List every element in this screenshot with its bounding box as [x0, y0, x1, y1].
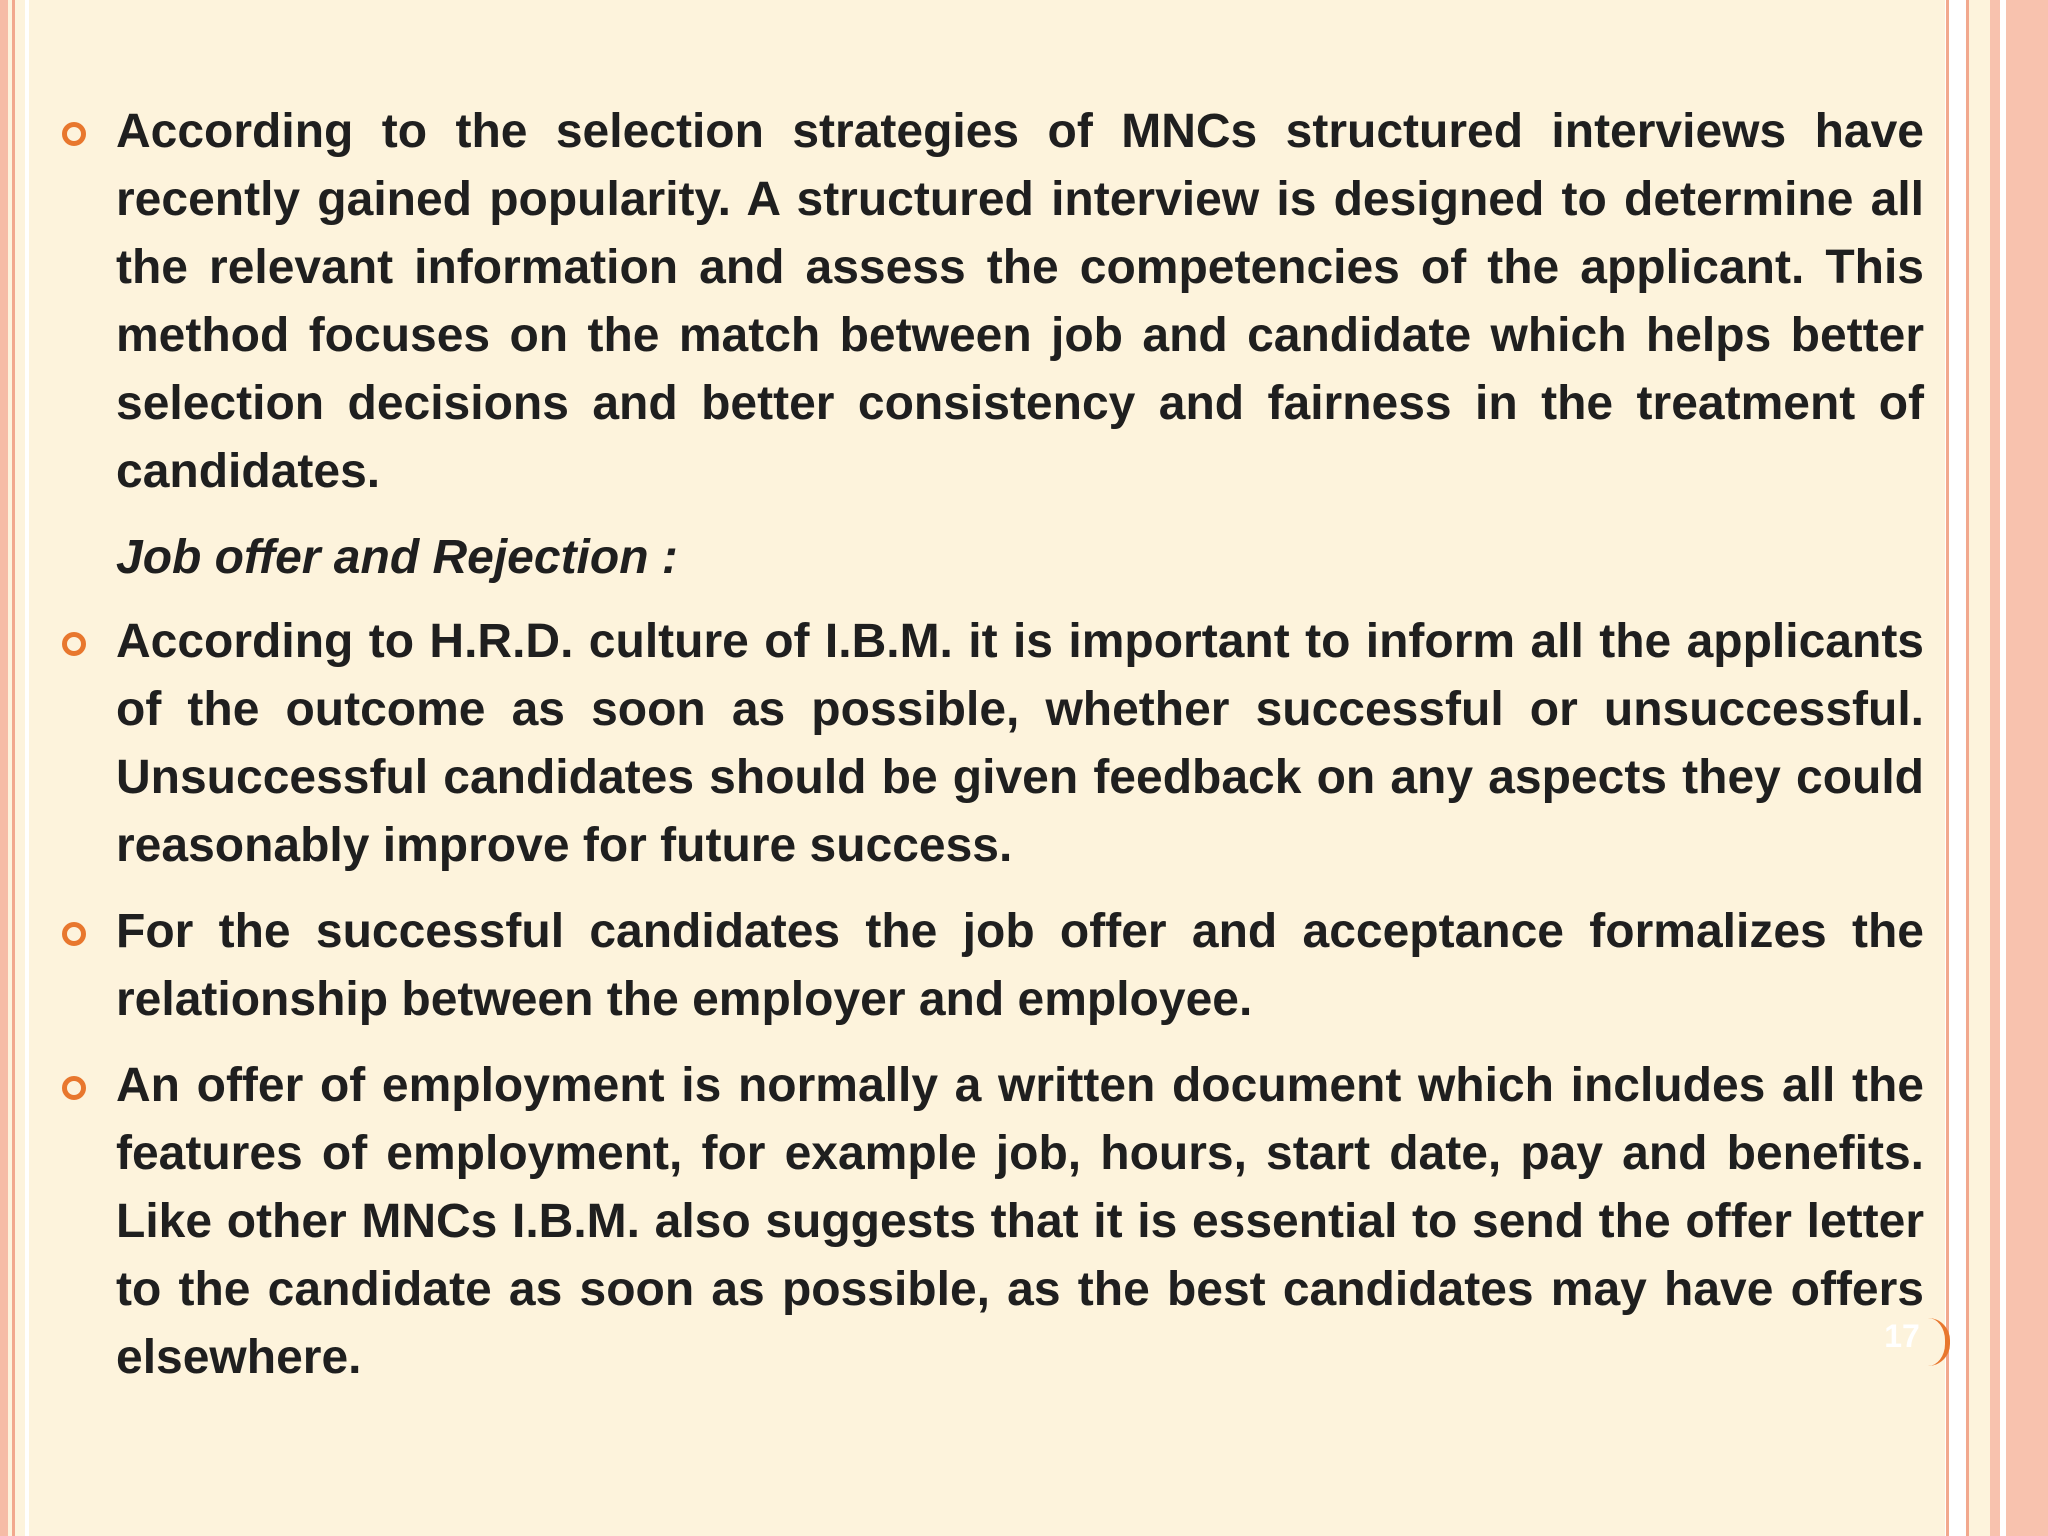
page-number: 17: [1884, 1318, 1920, 1354]
bullet-text: According to H.R.D. culture of I.B.M. it is important to inform all the applicants of the outcome as soon as possible, whether successful or unsuccessful. Unsuccessful candidates should be given feedback on any aspects they could reasonably improve for future success.: [116, 615, 1924, 872]
left-decorative-stripe: [25, 0, 29, 1536]
right-decorative-band: [1990, 0, 2048, 1536]
circle-bullet-icon: [62, 1076, 86, 1100]
circle-bullet-icon: [62, 122, 86, 146]
left-decorative-stripe: [12, 0, 15, 1536]
right-decorative-stripe: [1966, 0, 1969, 1536]
bullet-text: An offer of employment is normally a written document which includes all the features of employment, for example job, hours, start date, pay and benefits. Like other MNCs I.B.M. also suggests that it is essential to send the offer letter to the candidate as soon as possible, as the best candidates may have offers elsewhere.: [116, 1059, 1924, 1384]
slide-body: [58, 98, 1924, 1410]
bullet-item: [58, 1052, 1924, 1392]
bullet-text: According to the selection strategies of MNCs structured interviews have recently gained popularity. A structured interview is designed to determine all the relevant information and assess the competencies of the applicant. This method focuses on the match between job and candidate which helps better selection decisions and better consistency and fairness in the treatment of candidates.: [116, 105, 1924, 498]
circle-bullet-icon: [62, 922, 86, 946]
bullet-item: [58, 898, 1924, 1034]
left-decorative-stripe: [0, 0, 8, 1536]
bullet-item: [58, 608, 1924, 880]
circle-bullet-icon: [62, 632, 86, 656]
section-heading: Job offer and Rejection :: [116, 531, 678, 584]
right-decorative-stripe: [2000, 0, 2006, 1536]
bullet-item: [58, 98, 1924, 506]
bullet-text: For the successful candidates the job offer and acceptance formalizes the relationship between the employer and employee.: [116, 905, 1924, 1026]
right-decorative-stripe: [1946, 0, 1949, 1536]
